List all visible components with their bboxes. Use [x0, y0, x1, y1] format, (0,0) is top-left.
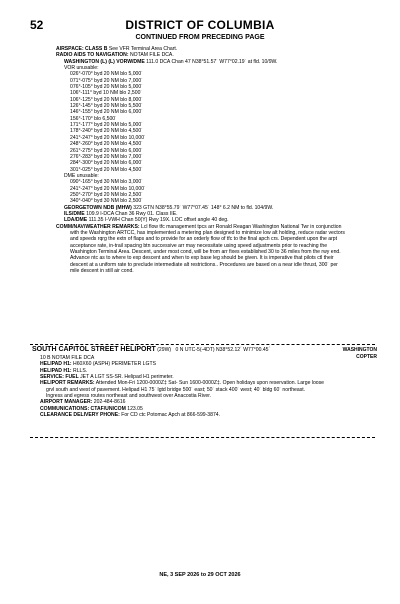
comm-remarks-line: Advance ntc as to where to exp descent and when to exp base leg should be given. It is imperative that pilots ctl their	[70, 255, 334, 262]
heliport-chart: COPTER	[356, 353, 377, 360]
vor-unusable-item: 106°-125° byd 20 NM blo 8,000´	[70, 96, 143, 103]
vor-unusable-item: 261°-275° byd 20 NM blo 6,000´	[70, 147, 143, 154]
heliport-ident: (29W)	[157, 347, 172, 353]
vor-unusable-item: 276°-283° byd 20 NM blo 7,000´	[70, 153, 143, 160]
comm-remarks-line-0: COMM/NAV/WEATHER REMARKS: Lcl flow tfc management tpcs arr Ronald Reagan Washington National Twr in conjunction	[56, 223, 342, 230]
dme-unusable-item: 250°-270° byd 20 NM blo 2,500´	[70, 191, 143, 198]
airport-manager-line: AIRPORT MANAGER: 202-484-8616	[40, 399, 126, 406]
comm-remarks-line: acceptance rate, in-trail spacing btn successive arr may necessitate using speed adjustments prior to reaching the	[70, 242, 328, 249]
heliport-remarks-line: grvl south and west of pavement. Helipad H1 75´ lgtd bridge 500´ east; 50´ stack 400´ west; 40´ bldg 60´ northeast.	[46, 386, 306, 393]
heliport-remarks-line: Ingress and egress routes northeast and southwest over Anacostia River.	[46, 393, 212, 400]
page-title: DISTRICT OF COLUMBIA	[125, 18, 275, 32]
vor-unusable-item: 106°-111° byd 10 NM blo 2,500´	[70, 90, 143, 97]
heliport-entry	[32, 347, 377, 418]
vor-unusable-item: 146°-155° byd 20 NM blo 6,000´	[70, 109, 143, 116]
communications-line: COMMUNICATIONS: CTAF/UNICOM 123.05	[40, 405, 143, 412]
airport-entry-continued	[56, 46, 376, 274]
vor-unusable-label: VOR unusable:	[64, 65, 99, 72]
heliport-line2: 10 B NOTAM FILE DCA	[40, 355, 95, 361]
helipad-h1-lights-line: HELIPAD H1: RLLS.	[40, 367, 88, 374]
page-number: 52	[30, 18, 44, 32]
vor-unusable-item: 171°-177° byd 20 NM blo 5,000´	[70, 122, 143, 129]
vor-unusable-item: 026°-070° byd 20 NM blo 5,000´	[70, 71, 143, 78]
radio-aids-line: RADIO AIDS TO NAVIGATION: NOTAM FILE DCA.	[56, 52, 174, 59]
comm-remarks-line: descent at a uniform rate to preclude intermediate alt restrictions.. Procedures are based on a near idle thrust, 300´ per	[70, 261, 338, 268]
vor-unusable-item: 076°-105° byd 20 NM blo 5,000´	[70, 84, 143, 91]
comm-remarks-line: mile descent in still air cond.	[70, 268, 134, 275]
lda-dme-line: LDA/DME 111.35 I-VWH Chan 50(Y) Rwy 19X. LOC offset angle 40 deg.	[64, 217, 229, 224]
section-divider	[30, 437, 375, 438]
georgetown-ndb-line: GEORGETOWN NDB (MHW) 323 GTN N38°55.79´ W77°07.45´ 148° 6.2 NM to fld. 104/9W.	[64, 204, 274, 211]
heliport-header-line	[32, 347, 377, 355]
vor-unusable-item: 301°-025° byd 20 NM blo 4,500´	[70, 166, 143, 173]
service-line: SERVICE: FUEL JET A LGT SS-SR. Helipad H1 perimeter.	[40, 374, 174, 381]
vor-unusable-item: 284°-300° byd 20 NM blo 6,000´	[70, 160, 143, 167]
effective-dates-footer: NE, 3 SEP 2026 to 29 OCT 2026	[159, 572, 241, 578]
washington-vor-line: WASHINGTON (L) (L) VORW/DME 111.0 DCA Chan 47 N38°51.57´ W77°02.19´ at fld. 10/9W.	[64, 58, 278, 65]
airspace-line: AIRSPACE: CLASS B See VFR Terminal Area Chart.	[56, 46, 178, 52]
vor-unusable-item: 071°-075° byd 20 NM blo 7,000´	[70, 77, 143, 84]
ils-dme-line: ILS/DME 109.9 I-DCA Chan 36 Rwy 01. Class IIE.	[64, 210, 178, 217]
heliport-name: SOUTH CAPITOL STREET HELIPORT	[32, 346, 156, 353]
vor-unusable-item: 178°-240° byd 20 NM blo 4,500´	[70, 128, 143, 135]
dme-unusable-item: 241°-247° byd 20 NM blo 10,000´	[70, 185, 146, 192]
page-subtitle: CONTINUED FROM PRECEDING PAGE	[135, 34, 265, 41]
comm-remarks-line: and speeds rqrg the extn of flaps and to provide for an orderly flow of tfc to the final apch crs. Dependent upon the arpt	[70, 236, 338, 243]
heliport-region: WASHINGTON	[342, 347, 377, 353]
heliport-location: 0 N UTC-5(-4DT) N38°52.12´ W77°00.45´	[175, 347, 271, 353]
dme-unusable-item: 340°-040° byd 30 NM blo 2,500´	[70, 198, 143, 205]
helipad-h1-line: HELIPAD H1: H60X60 (ASPH) PERIMETER LGTS	[40, 361, 156, 368]
comm-remarks-line: Washington Terminal Area. Descent, under most cond, will be from arr fixes established 30 to 36 miles from the rwy end.	[70, 249, 341, 255]
dme-unusable-list	[56, 179, 376, 204]
vor-unusable-item: 156°-170° blo 6,500´	[70, 115, 117, 122]
vor-unusable-item: 248°-260° byd 20 NM blo 4,500´	[70, 141, 143, 148]
dme-unusable-item: 090°-165° byd 30 NM blo 3,000´	[70, 179, 143, 186]
section-divider	[30, 344, 375, 345]
heliport-region-block	[343, 347, 377, 360]
vor-unusable-item: 126°-145° byd 20 NM blo 5,500´	[70, 103, 143, 110]
vor-unusable-list	[56, 71, 376, 173]
comm-remarks-line: with the Washington ARTCC, has implemented a metering plan designed to minimize low alt holding, reduce radar vectors	[70, 229, 345, 236]
heliport-remarks-line-0: HELIPORT REMARKS: Attended Mon-Fri 1200-0000Z‡ Sat- Sun 1600-0000Z‡. Open holidays upon reservation. Large loose	[40, 380, 324, 387]
clearance-delivery-line: CLEARANCE DELIVERY PHONE: For CD ctc Potomac Apch at 866-599-3874.	[40, 412, 221, 419]
vor-unusable-item: 241°-247° byd 20 NM blo 10,000´	[70, 134, 146, 141]
dme-unusable-label: DME unusable:	[64, 172, 99, 179]
